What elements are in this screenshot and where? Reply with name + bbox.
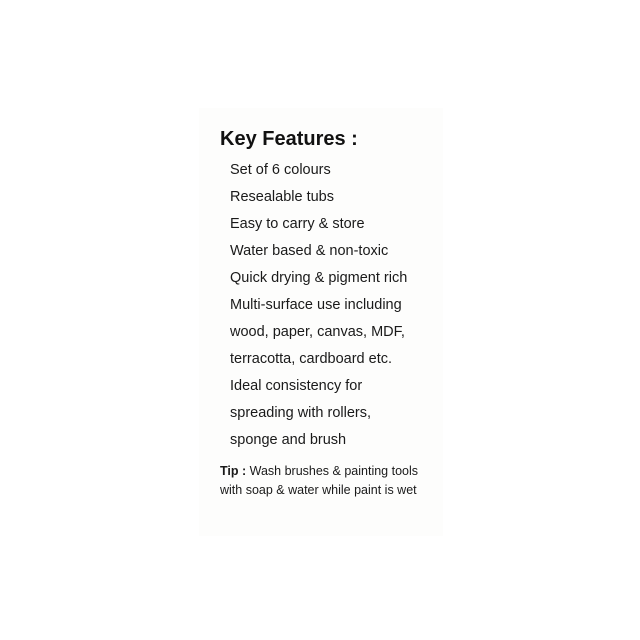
tip-text: Wash brushes & painting tools with soap & water while paint is wet [220, 464, 419, 497]
feature-line: Water based & non-toxic [230, 243, 389, 259]
feature-line: Ideal consistency for [230, 378, 363, 394]
feature-line: Quick drying & pigment rich [230, 270, 408, 286]
feature-line: Multi-surface use including [230, 297, 402, 313]
key-features-list [230, 157, 407, 454]
feature-line: Set of 6 colours [230, 162, 331, 178]
feature-line: terracotta, cardboard etc. [230, 351, 392, 367]
feature-line: spreading with rollers, [230, 405, 372, 421]
feature-line: wood, paper, canvas, MDF, [230, 324, 405, 340]
tip-note [220, 462, 430, 500]
feature-line: Easy to carry & store [230, 216, 365, 232]
feature-line: Resealable tubs [230, 189, 334, 205]
feature-line: sponge and brush [230, 432, 347, 448]
tip-label: Tip : [220, 464, 247, 478]
key-features-heading: Key Features : [220, 128, 358, 150]
